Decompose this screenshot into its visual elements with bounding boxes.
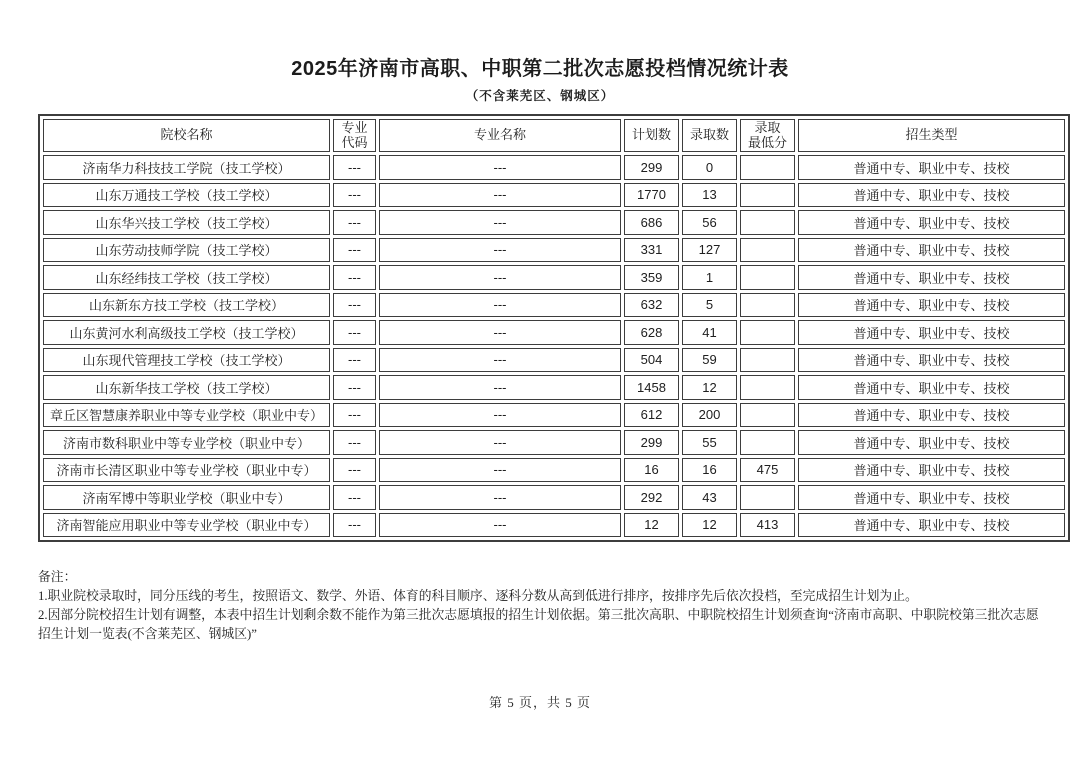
notes-label: 备注： — [38, 570, 77, 584]
header-admitted-count: 录取数 — [682, 119, 737, 152]
school-name-cell: 济南军博中等职业学校（职业中专） — [43, 485, 330, 510]
plan-count-cell: 331 — [624, 238, 679, 263]
table-row — [43, 210, 1065, 235]
school-name-cell: 济南市数科职业中等专业学校（职业中专） — [43, 430, 330, 455]
table-header-row — [43, 119, 1065, 152]
plan-count-cell: 612 — [624, 403, 679, 428]
plan-count-cell: 504 — [624, 348, 679, 373]
table-row — [43, 458, 1065, 483]
plan-count-cell: 359 — [624, 265, 679, 290]
min-score-cell — [740, 320, 795, 345]
admitted-count-cell: 5 — [682, 293, 737, 318]
major-code-cell: --- — [333, 348, 376, 373]
table-row — [43, 265, 1065, 290]
min-score-cell — [740, 485, 795, 510]
school-name-cell: 山东华兴技工学校（技工学校） — [43, 210, 330, 235]
plan-count-cell: 299 — [624, 155, 679, 180]
enroll-type-cell: 普通中专、职业中专、技校 — [798, 293, 1065, 318]
enroll-type-cell: 普通中专、职业中专、技校 — [798, 265, 1065, 290]
min-score-cell — [740, 265, 795, 290]
enroll-type-cell: 普通中专、职业中专、技校 — [798, 210, 1065, 235]
major-name-cell: --- — [379, 485, 621, 510]
school-name-cell: 济南市长清区职业中等专业学校（职业中专） — [43, 458, 330, 483]
school-name-cell: 济南智能应用职业中等专业学校（职业中专） — [43, 513, 330, 538]
page-number-footer: 第 5 页，共 5 页 — [488, 695, 591, 710]
admitted-count-cell: 16 — [682, 458, 737, 483]
enroll-type-cell: 普通中专、职业中专、技校 — [798, 403, 1065, 428]
major-code-cell: --- — [333, 320, 376, 345]
school-name-cell: 章丘区智慧康养职业中等专业学校（职业中专） — [43, 403, 330, 428]
enroll-type-cell: 普通中专、职业中专、技校 — [798, 183, 1065, 208]
enroll-type-cell: 普通中专、职业中专、技校 — [798, 513, 1065, 538]
major-code-cell: --- — [333, 265, 376, 290]
page-title — [0, 52, 1080, 81]
min-score-cell — [740, 403, 795, 428]
major-name-cell: --- — [379, 210, 621, 235]
enroll-type-cell: 普通中专、职业中专、技校 — [798, 485, 1065, 510]
major-code-cell: --- — [333, 430, 376, 455]
school-name-cell: 济南华力科技技工学院（技工学校） — [43, 155, 330, 180]
header-major-code: 专业 代码 — [333, 119, 376, 152]
header-min-score: 录取 最低分 — [740, 119, 795, 152]
major-name-cell: --- — [379, 265, 621, 290]
admitted-count-cell: 1 — [682, 265, 737, 290]
min-score-cell — [740, 183, 795, 208]
admitted-count-cell: 12 — [682, 513, 737, 538]
enroll-type-cell: 普通中专、职业中专、技校 — [798, 155, 1065, 180]
admitted-count-cell: 41 — [682, 320, 737, 345]
table-row — [43, 183, 1065, 208]
plan-count-cell: 12 — [624, 513, 679, 538]
major-code-cell: --- — [333, 155, 376, 180]
admitted-count-cell: 0 — [682, 155, 737, 180]
major-code-cell: --- — [333, 485, 376, 510]
school-name-cell: 山东劳动技师学院（技工学校） — [43, 238, 330, 263]
major-name-cell: --- — [379, 403, 621, 428]
admitted-count-cell: 55 — [682, 430, 737, 455]
notes-section — [38, 568, 1050, 644]
min-score-cell: 475 — [740, 458, 795, 483]
table-row — [43, 348, 1065, 373]
major-name-cell: --- — [379, 320, 621, 345]
min-score-cell — [740, 348, 795, 373]
title-block — [0, 52, 1080, 104]
plan-count-cell: 1458 — [624, 375, 679, 400]
enroll-type-cell: 普通中专、职业中专、技校 — [798, 320, 1065, 345]
enroll-type-cell: 普通中专、职业中专、技校 — [798, 375, 1065, 400]
table-row — [43, 403, 1065, 428]
school-name-cell: 山东新华技工学校（技工学校） — [43, 375, 330, 400]
major-code-cell: --- — [333, 403, 376, 428]
major-code-cell: --- — [333, 293, 376, 318]
enroll-type-cell: 普通中专、职业中专、技校 — [798, 430, 1065, 455]
admitted-count-cell: 13 — [682, 183, 737, 208]
min-score-cell — [740, 155, 795, 180]
table-row — [43, 238, 1065, 263]
enroll-type-cell: 普通中专、职业中专、技校 — [798, 238, 1065, 263]
plan-count-cell: 632 — [624, 293, 679, 318]
title-text: 年济南市高职、中职第二批次志愿投档情况统计表 — [337, 58, 789, 80]
major-code-cell: --- — [333, 238, 376, 263]
min-score-cell — [740, 430, 795, 455]
major-name-cell: --- — [379, 513, 621, 538]
title-year: 2025 — [291, 58, 338, 80]
major-code-cell: --- — [333, 183, 376, 208]
admitted-count-cell: 43 — [682, 485, 737, 510]
admitted-count-cell: 56 — [682, 210, 737, 235]
major-name-cell: --- — [379, 430, 621, 455]
school-name-cell: 山东现代管理技工学校（技工学校） — [43, 348, 330, 373]
table-row — [43, 430, 1065, 455]
note-item-2: 2.因部分院校招生计划有调整，本表中招生计划剩余数不能作为第三批次志愿填报的招生计划依据。第三批次高职、中职院校招生计划须查询“济南市高职、中职院校第三批次志愿招生计划一览表(不含莱芜区、钢城区)” — [38, 608, 1039, 641]
major-code-cell: --- — [333, 375, 376, 400]
min-score-cell: 413 — [740, 513, 795, 538]
school-name-cell: 山东黄河水利高级技工学校（技工学校） — [43, 320, 330, 345]
major-code-cell: --- — [333, 210, 376, 235]
page-subtitle: （不含莱芜区、钢城区） — [465, 89, 615, 103]
major-code-cell: --- — [333, 513, 376, 538]
table-body — [43, 155, 1065, 537]
major-name-cell: --- — [379, 155, 621, 180]
admitted-count-cell: 12 — [682, 375, 737, 400]
table-row — [43, 485, 1065, 510]
plan-count-cell: 1770 — [624, 183, 679, 208]
school-name-cell: 山东万通技工学校（技工学校） — [43, 183, 330, 208]
plan-count-cell: 299 — [624, 430, 679, 455]
note-item-1: 1.职业院校录取时，同分压线的考生，按照语文、数学、外语、体育的科目顺序、逐科分数从高到低进行排序，按排序先后依次投档，至完成招生计划为止。 — [38, 589, 918, 603]
major-name-cell: --- — [379, 458, 621, 483]
admitted-count-cell: 59 — [682, 348, 737, 373]
header-school-name: 院校名称 — [43, 119, 330, 152]
plan-count-cell: 628 — [624, 320, 679, 345]
enroll-type-cell: 普通中专、职业中专、技校 — [798, 458, 1065, 483]
major-code-cell: --- — [333, 458, 376, 483]
header-plan-count: 计划数 — [624, 119, 679, 152]
major-name-cell: --- — [379, 375, 621, 400]
major-name-cell: --- — [379, 238, 621, 263]
school-name-cell: 山东经纬技工学校（技工学校） — [43, 265, 330, 290]
major-name-cell: --- — [379, 183, 621, 208]
school-name-cell: 山东新东方技工学校（技工学校） — [43, 293, 330, 318]
table-row — [43, 155, 1065, 180]
min-score-cell — [740, 238, 795, 263]
plan-count-cell: 686 — [624, 210, 679, 235]
plan-count-cell: 16 — [624, 458, 679, 483]
plan-count-cell: 292 — [624, 485, 679, 510]
admission-stats-table — [38, 114, 1070, 542]
major-name-cell: --- — [379, 348, 621, 373]
min-score-cell — [740, 293, 795, 318]
admitted-count-cell: 200 — [682, 403, 737, 428]
enroll-type-cell: 普通中专、职业中专、技校 — [798, 348, 1065, 373]
table-row — [43, 320, 1065, 345]
major-name-cell: --- — [379, 293, 621, 318]
header-major-name: 专业名称 — [379, 119, 621, 152]
min-score-cell — [740, 210, 795, 235]
min-score-cell — [740, 375, 795, 400]
table-row — [43, 293, 1065, 318]
table-row — [43, 375, 1065, 400]
table-row — [43, 513, 1065, 538]
admitted-count-cell: 127 — [682, 238, 737, 263]
header-enroll-type: 招生类型 — [798, 119, 1065, 152]
